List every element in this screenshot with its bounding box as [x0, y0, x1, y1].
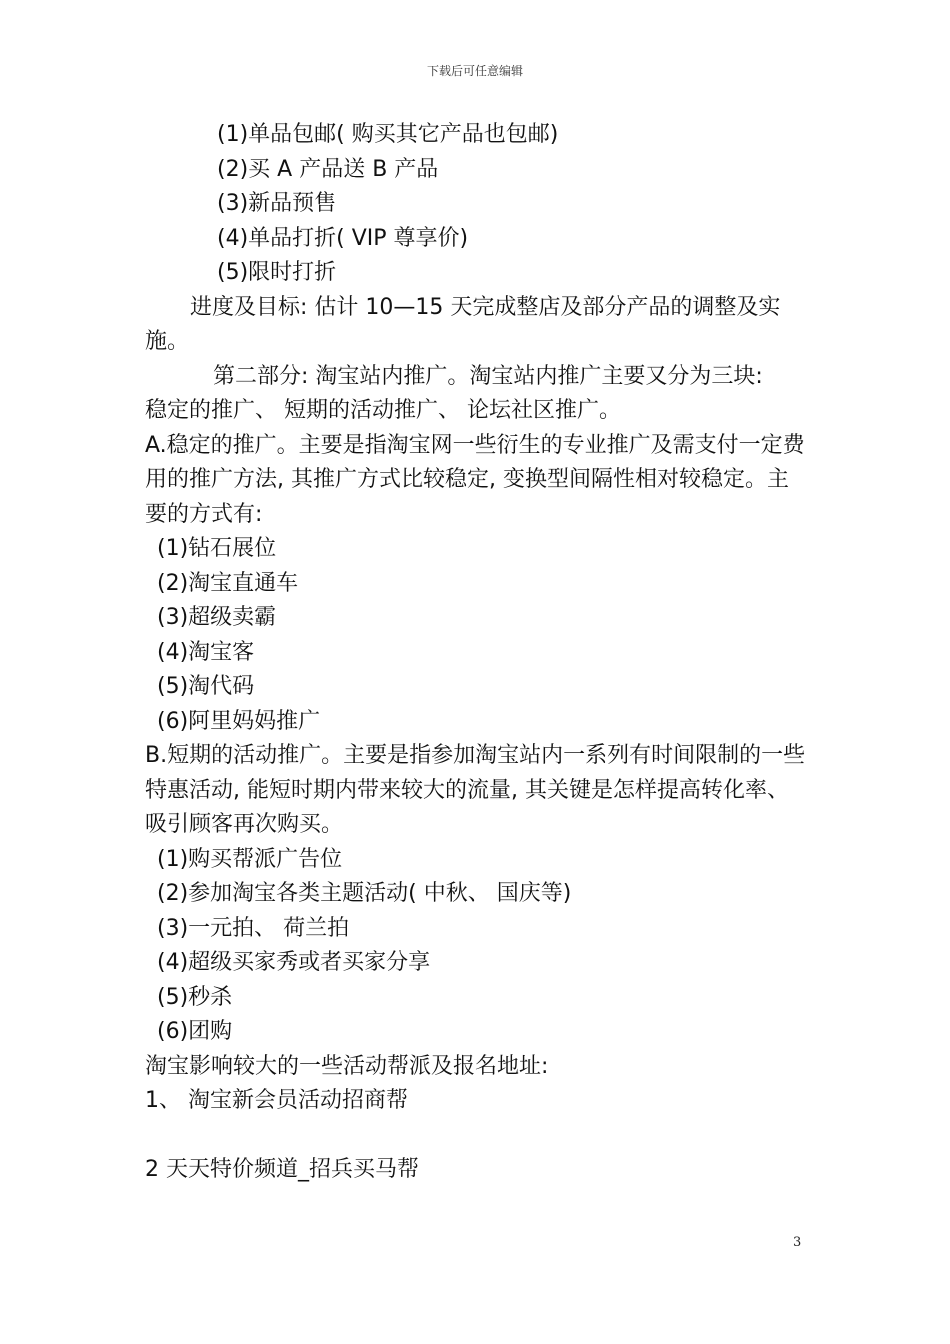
list-item: (3)新品预售 [217, 191, 337, 216]
progress-line-1: 进度及目标: 估计 10—15 天完成整店及部分产品的调整及实 [190, 294, 781, 320]
list-item: (4)淘宝客 [157, 639, 255, 665]
list-item: (5)限时打折 [217, 260, 337, 285]
list-item: (3)一元拍、 荷兰拍 [157, 915, 350, 941]
part2-line-1: 第二部分: 淘宝站内推广。淘宝站内推广主要又分为三块: [213, 363, 763, 389]
section-b-paragraph: B.短期的活动推广。主要是指参加淘宝站内一系列有时间限制的一些特惠活动, 能短时期内带来较大的流量, 其关键是怎样提高转化率、 吸引顾客再次购买。 [145, 743, 806, 837]
activity-item: 2 天天特价频道_招兵买马帮 [145, 1157, 419, 1182]
list-item: (1)购买帮派广告位 [157, 846, 343, 872]
progress-line-2: 施。 [145, 329, 190, 354]
list-item: (2)淘宝直通车 [157, 570, 299, 596]
list-item: (1)钻石展位 [157, 536, 277, 561]
list-item: (5)秒杀 [157, 984, 233, 1010]
list-item: (2)参加淘宝各类主题活动( 中秋、 国庆等) [157, 881, 572, 906]
list-item: (3)超级卖霸 [157, 605, 277, 630]
activities-intro: 淘宝影响较大的一些活动帮派及报名地址: [145, 1053, 549, 1079]
list-item: (6)阿里妈妈推广 [157, 708, 321, 734]
activity-item: 1、 淘宝新会员活动招商帮 [145, 1088, 408, 1113]
document-body [145, 118, 810, 1188]
section-a-paragraph: A.稳定的推广。主要是指淘宝网一些衍生的专业推广及需支付一定费用的推广方法, 其推广方式比较稳定, 变换型间隔性相对较稳定。主要的方式有: [145, 432, 805, 527]
list-item: (4)超级买家秀或者买家分享 [157, 950, 431, 975]
list-item: (4)单品打折( VIP 尊享价) [217, 225, 469, 251]
part2-line-2: 稳定的推广、 短期的活动推广、 论坛社区推广。 [145, 398, 621, 423]
list-item: (5)淘代码 [157, 674, 255, 699]
page-number: 3 [793, 1235, 802, 1250]
list-item: (6)团购 [157, 1019, 233, 1044]
blank-line [145, 1119, 810, 1154]
page-header: 下载后可任意编辑 [426, 64, 523, 78]
list-item: (2)买 A 产品送 B 产品 [217, 156, 439, 182]
list-item: (1)单品包邮( 购买其它产品也包邮) [217, 122, 559, 147]
